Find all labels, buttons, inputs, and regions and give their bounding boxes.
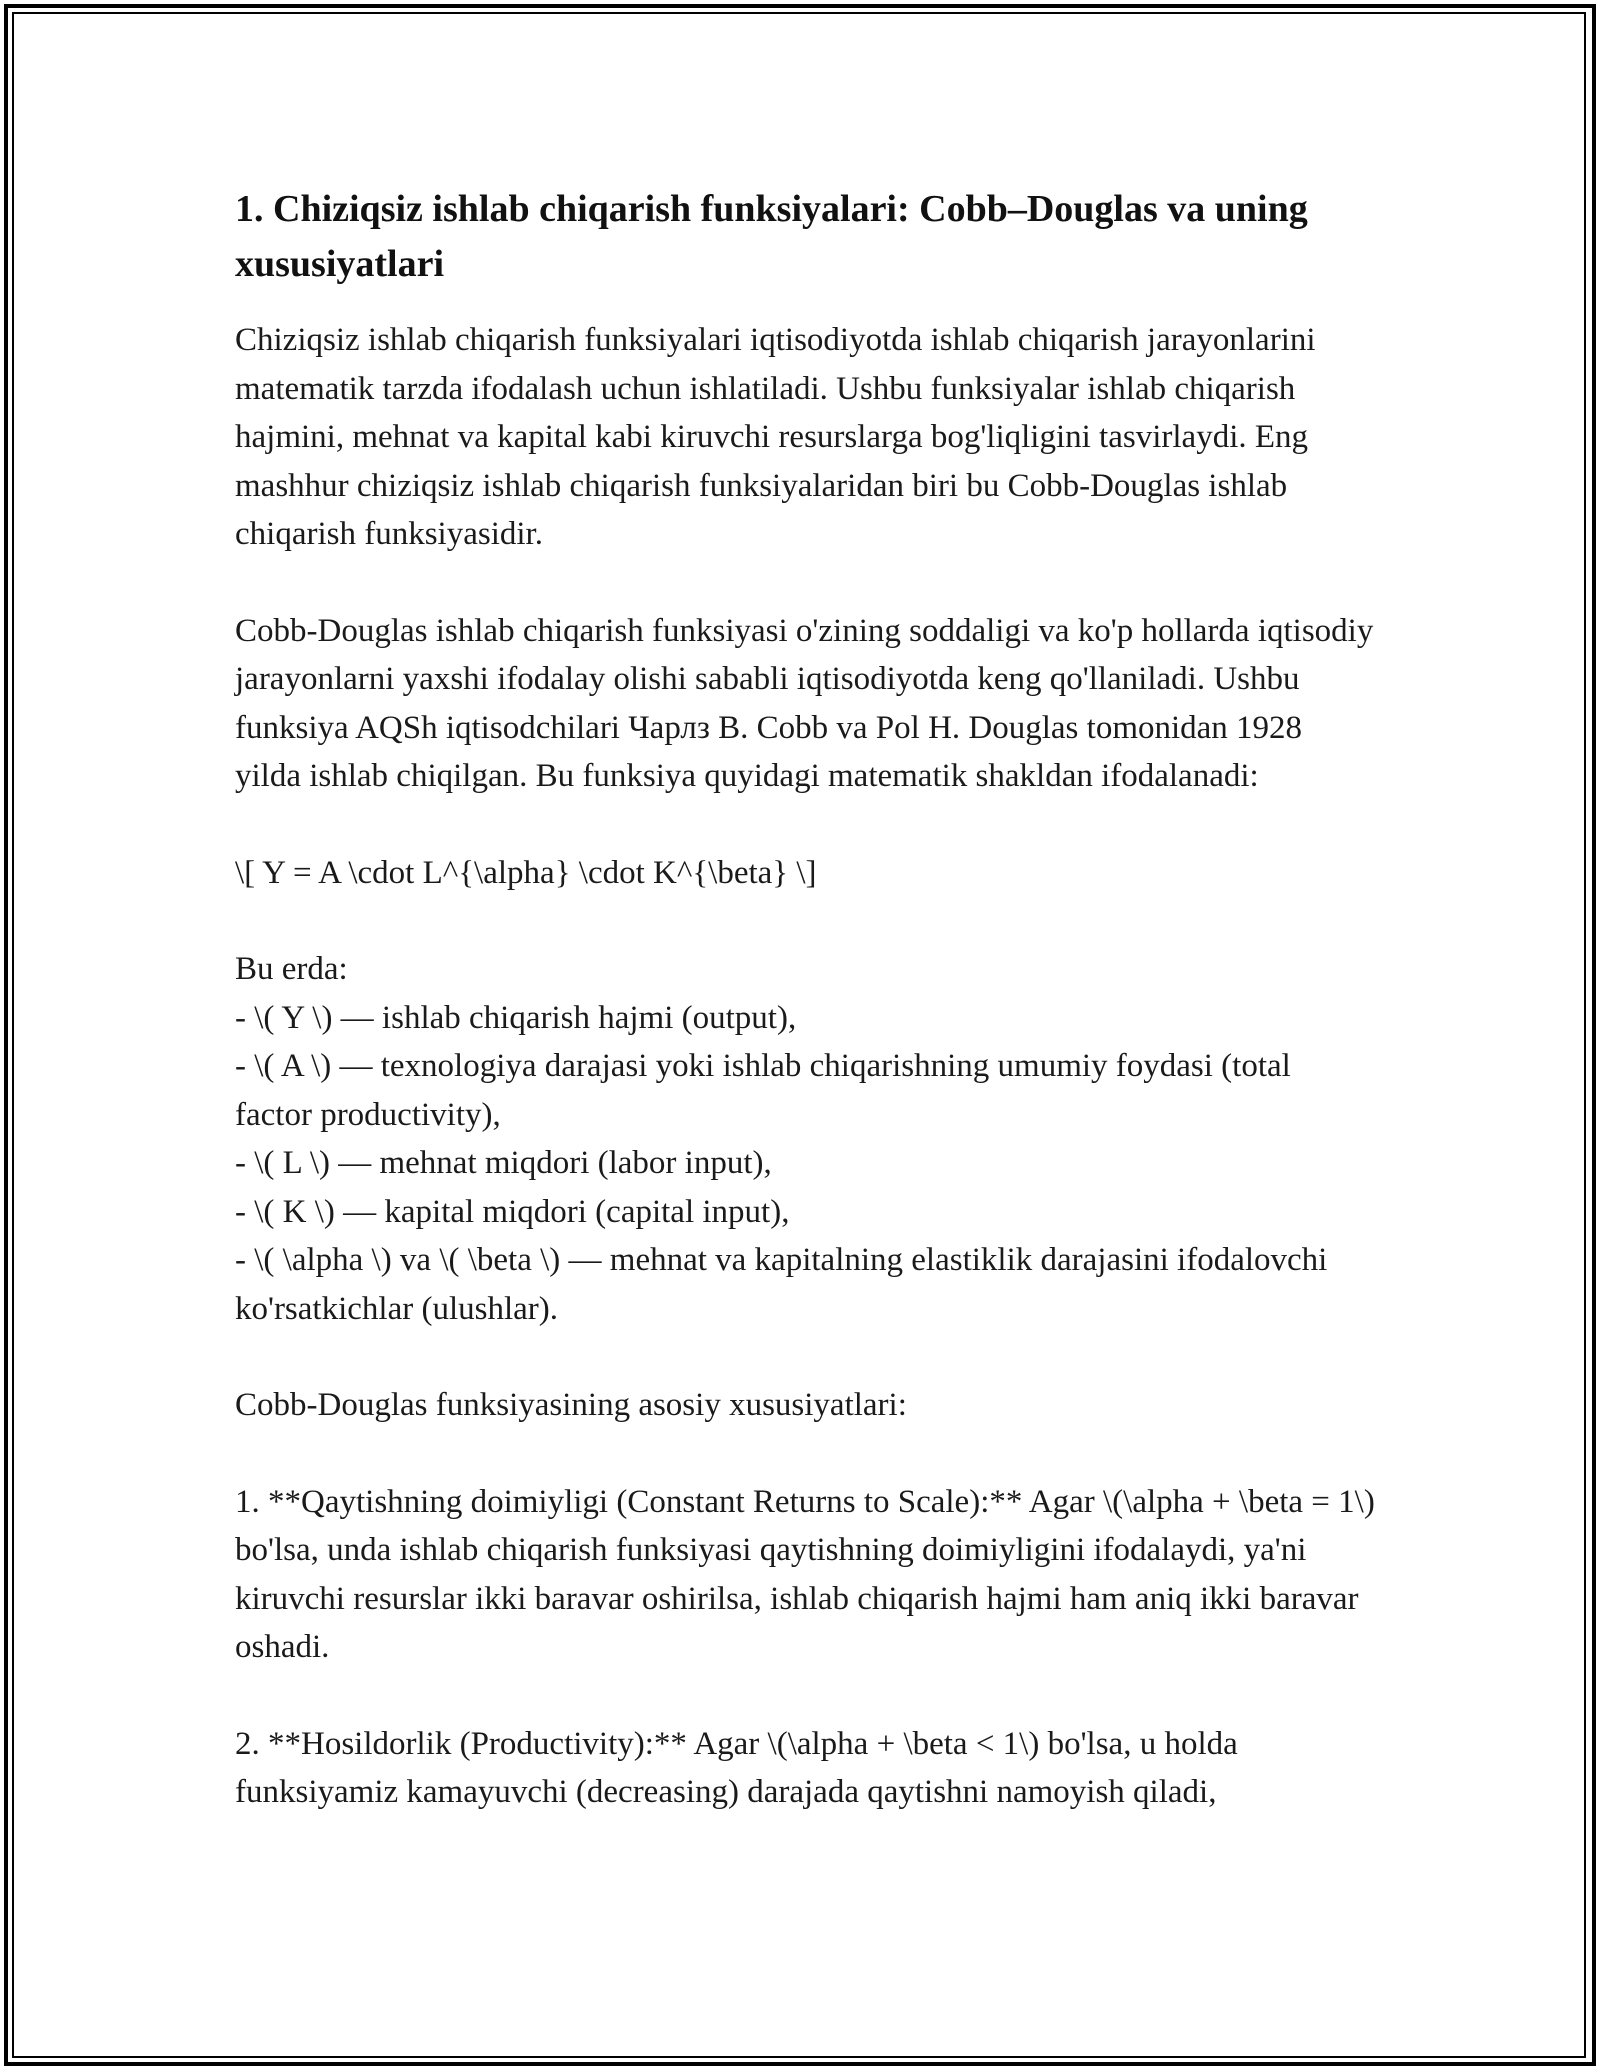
property-item-1: 1. **Qaytishning doimiyligi (Constant Returns to Scale):** Agar \(\alpha + \beta = 1\) bo'lsa, unda ishlab chiqarish funksiyasi qaytishning doimiyligini ifodalaydi, ya'ni kiruvchi resurslar ikki baravar oshirilsa, ishlab chiqarish hajmi ham aniq ikki baravar oshadi. (235, 1483, 1375, 1665)
cobb-douglas-paragraph: Cobb-Douglas ishlab chiqarish funksiyasi o'zining soddaligi va ko'p hollarda iqtisodiy jarayonlarni yaxshi ifodalay olishi sababli iqtisodiyotda keng qo'llaniladi. Ushbu funksiya AQSh iqtisodchilari Чарлз В. Cobb va Pol H. Douglas tomonidan 1928 yilda ishlab chiqilgan. Bu funksiya quyidagi matematik shakldan ifodalanadi: (235, 612, 1374, 794)
intro-paragraph: Chiziqsiz ishlab chiqarish funksiyalari iqtisodiyotda ishlab chiqarish jarayonlarini matematik tarzda ifodalash uchun ishlatiladi. Ushbu funksiyalar ishlab chiqarish hajmini, mehnat va kapital kabi kiruvchi resurslarga bog'liqligini tasvirlaydi. Eng mashhur chiziqsiz ishlab chiqarish funksiyalaridan biri bu Cobb-Douglas ishlab chiqarish funksiyasidir. (235, 322, 1316, 552)
formula-line: \[ Y = A \cdot L^{\alpha} \cdot K^{\beta} \] (235, 854, 817, 891)
document-body (235, 182, 1375, 1817)
properties-heading: Cobb-Douglas funksiyasining asosiy xususiyatlari: (235, 1387, 907, 1423)
property-item-2: 2. **Hosildorlik (Productivity):** Agar \(\alpha + \beta < 1\) bo'lsa, u holda funksiyamiz kamayuvchi (decreasing) darajada qaytishni namoyish qiladi, (235, 1725, 1238, 1810)
variables-list: Bu erda: - \( Y \) — ishlab chiqarish hajmi (output), - \( A \) — texnologiya darajasi yoki ishlab chiqarishning umumiy foydasi (total factor productivity), - \( L \) — mehnat miqdori (labor input), - \( K \) — kapital miqdori (capital input), - \( \alpha \) va \( \beta \) — mehnat va kapitalning elastiklik darajasini ifodalovchi ko'rsatkichlar (ulushlar). (235, 951, 1328, 1327)
document-title: 1. Chiziqsiz ishlab chiqarish funksiyalari: Cobb–Douglas va uning xususiyatlari (235, 188, 1308, 285)
